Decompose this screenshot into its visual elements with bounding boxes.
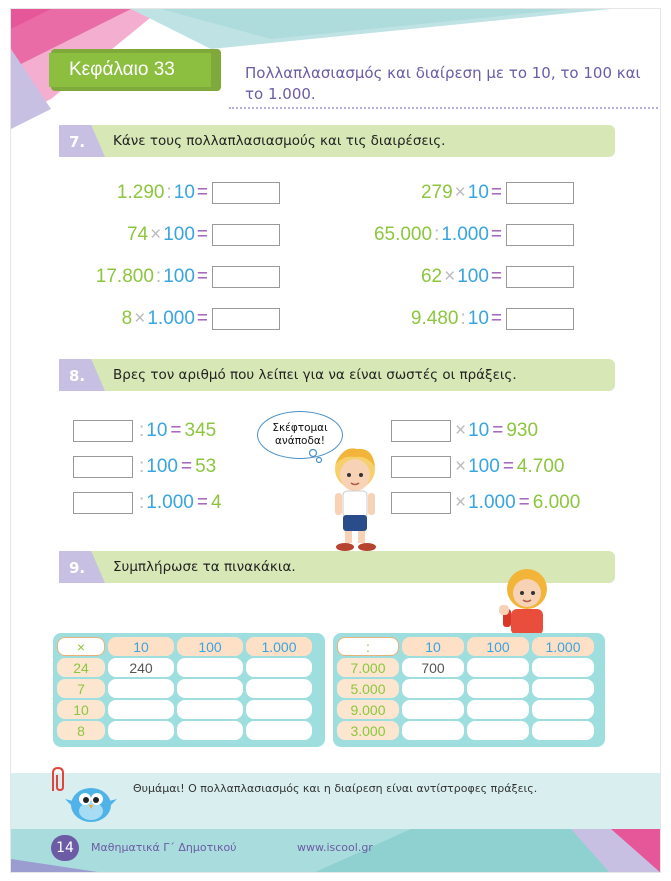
answer-cell[interactable]	[177, 679, 243, 698]
table-row	[337, 658, 601, 677]
row-label: 24	[57, 658, 105, 677]
answer-cell[interactable]	[177, 700, 243, 719]
ex8-left-equation	[73, 491, 222, 515]
answer-box[interactable]	[73, 492, 133, 514]
operand: 279	[420, 182, 453, 203]
table-row	[337, 721, 601, 740]
section-9-number: 9.	[69, 559, 86, 577]
operand: 17.800	[95, 266, 154, 287]
result: 930	[506, 420, 539, 441]
boy-illustration-icon	[323, 441, 385, 553]
result: 4	[210, 492, 222, 513]
operator: ×	[455, 420, 467, 441]
answer-cell[interactable]	[246, 700, 312, 719]
answer-cell[interactable]	[108, 700, 174, 719]
title-divider	[229, 107, 661, 109]
operand: 10	[146, 420, 168, 441]
table-row	[57, 658, 321, 677]
paperclip-icon	[47, 765, 67, 795]
table-row	[57, 721, 321, 740]
ex7-left-equation	[96, 265, 280, 289]
answer-cell[interactable]	[246, 721, 312, 740]
operand: 10	[467, 182, 489, 203]
equals: =	[490, 224, 502, 245]
operand: 1.000	[441, 224, 489, 245]
table-row	[57, 700, 321, 719]
page-number: 14	[51, 835, 79, 861]
answer-box[interactable]	[212, 224, 280, 246]
book-title: Μαθηματικά Γ΄ Δημοτικού	[91, 841, 237, 854]
operator: ×	[455, 456, 467, 477]
operator: :	[434, 224, 440, 245]
operator: :	[155, 266, 162, 287]
reminder-text: Θυμάμαι! Ο πολλαπλασιασμός και η διαίρεση είναι αντίστροφες πράξεις.	[133, 782, 538, 795]
bubble-tail	[303, 449, 323, 465]
operand: 10	[468, 420, 490, 441]
section-8-number: 8.	[69, 367, 86, 385]
table-header: 100	[177, 637, 243, 656]
answer-cell[interactable]	[532, 679, 594, 698]
operand: 1.000	[147, 308, 195, 329]
ex8-right-equation	[391, 419, 538, 443]
answer-box[interactable]	[212, 182, 280, 204]
chapter-label: Κεφάλαιο 33	[69, 59, 175, 80]
answer-box[interactable]	[391, 456, 451, 478]
section-8-instruction: Βρες τον αριθμό που λείπει για να είναι σωστές οι πράξεις.	[113, 367, 517, 383]
answer-box[interactable]	[506, 266, 574, 288]
answer-box[interactable]	[391, 492, 451, 514]
operand: 9.480	[410, 308, 459, 329]
section-9-instruction: Συμπλήρωσε τα πινακάκια.	[113, 559, 296, 575]
site-link[interactable]: www.iscool.gr	[297, 841, 373, 854]
answer-cell[interactable]	[532, 721, 594, 740]
answer-box[interactable]	[506, 224, 574, 246]
section-7-number: 7.	[69, 133, 86, 151]
girl-illustration-icon	[497, 565, 557, 635]
operator: :	[139, 456, 145, 477]
answer-cell[interactable]: 240	[108, 658, 174, 677]
answer-cell[interactable]	[467, 679, 529, 698]
table-header: 10	[108, 637, 174, 656]
answer-cell[interactable]	[246, 679, 312, 698]
ex7-left-equation	[127, 223, 280, 247]
operand: 1.290	[116, 182, 165, 203]
result: 6.000	[532, 492, 581, 513]
row-label: 7.000	[337, 658, 399, 677]
operand: 100	[457, 266, 489, 287]
ex8-left-equation	[73, 455, 216, 479]
answer-cell[interactable]	[402, 700, 464, 719]
ex8-left-equation	[73, 419, 216, 443]
row-label: 7	[57, 679, 105, 698]
answer-box[interactable]	[506, 182, 574, 204]
operand: 62	[420, 266, 443, 287]
answer-box[interactable]	[212, 266, 280, 288]
table-header: 100	[467, 637, 529, 656]
equals: =	[490, 182, 502, 203]
answer-box[interactable]	[73, 456, 133, 478]
page-title: Πολλαπλασιασμός και διαίρεση με το 10, το 100 και το 1.000.	[245, 64, 641, 103]
table-header-row	[57, 637, 321, 656]
operand: 100	[163, 224, 195, 245]
section-7-instruction: Κάνε τους πολλαπλασιασμούς και τις διαιρέσεις.	[113, 133, 446, 149]
ex8-right-equation	[391, 455, 564, 479]
table-row	[337, 700, 601, 719]
worksheet-page	[10, 8, 661, 873]
answer-cell[interactable]	[402, 721, 464, 740]
row-label: 10	[57, 700, 105, 719]
operand: 65.000	[373, 224, 433, 245]
answer-box[interactable]	[506, 308, 574, 330]
answer-cell[interactable]	[177, 721, 243, 740]
operator: :	[139, 492, 145, 513]
operator: ×	[455, 492, 467, 513]
thought-bubble: Σκέφτομαι ανάποδα!	[257, 411, 343, 459]
ex7-right-equation	[411, 307, 574, 331]
equals: =	[170, 420, 182, 441]
multiply-table	[53, 633, 325, 747]
answer-box[interactable]	[212, 308, 280, 330]
result: 53	[195, 456, 217, 477]
operand: 100	[468, 456, 500, 477]
answer-cell[interactable]	[177, 658, 243, 677]
row-label: 9.000	[337, 700, 399, 719]
ex8-right-equation	[391, 491, 580, 515]
row-label: 8	[57, 721, 105, 740]
ex7-left-equation	[122, 307, 280, 331]
equals: =	[492, 420, 504, 441]
answer-cell[interactable]	[402, 679, 464, 698]
answer-cell[interactable]: 700	[402, 658, 464, 677]
answer-box[interactable]	[73, 420, 133, 442]
ex7-right-equation	[421, 181, 574, 205]
operand: 8	[121, 308, 133, 329]
table-row	[337, 679, 601, 698]
operator: ×	[150, 224, 162, 245]
equals: =	[490, 266, 502, 287]
answer-cell[interactable]	[532, 658, 594, 677]
ex7-right-equation	[421, 265, 574, 289]
equals: =	[196, 182, 208, 203]
equals: =	[490, 308, 502, 329]
table-header-row	[337, 637, 601, 656]
answer-cell[interactable]	[246, 658, 312, 677]
bird-mascot-icon	[65, 779, 117, 825]
table-corner: ×	[57, 637, 105, 656]
answer-box[interactable]	[391, 420, 451, 442]
equals: =	[180, 456, 193, 477]
equals: =	[196, 266, 208, 287]
answer-cell[interactable]	[108, 679, 174, 698]
answer-cell[interactable]	[467, 721, 529, 740]
answer-cell[interactable]	[467, 658, 529, 677]
result: 4.700	[516, 456, 565, 477]
ex7-right-equation	[374, 223, 574, 247]
answer-cell[interactable]	[108, 721, 174, 740]
ex7-left-equation	[117, 181, 280, 205]
equals: =	[196, 492, 208, 513]
operator: ×	[134, 308, 146, 329]
operand: 100	[163, 266, 195, 287]
equals: =	[502, 456, 514, 477]
operand: 10	[467, 308, 489, 329]
answer-cell[interactable]	[532, 700, 594, 719]
operand: 1.000	[146, 492, 194, 513]
operand: 1.000	[468, 492, 516, 513]
equals: =	[196, 308, 208, 329]
equals: =	[196, 224, 208, 245]
table-header: 10	[402, 637, 464, 656]
row-label: 5.000	[337, 679, 399, 698]
answer-cell[interactable]	[467, 700, 529, 719]
divide-table	[333, 633, 605, 747]
operand: 74	[126, 224, 149, 245]
operator: ×	[444, 266, 456, 287]
table-corner: :	[337, 637, 399, 656]
operator: :	[139, 420, 145, 441]
table-header: 1.000	[532, 637, 594, 656]
result: 345	[184, 420, 217, 441]
row-label: 3.000	[337, 721, 399, 740]
equals: =	[518, 492, 530, 513]
table-row	[57, 679, 321, 698]
table-header: 1.000	[246, 637, 312, 656]
operator: :	[460, 308, 466, 329]
operator: :	[166, 182, 172, 203]
operator: ×	[454, 182, 466, 203]
operand: 10	[173, 182, 195, 203]
operand: 100	[146, 456, 178, 477]
